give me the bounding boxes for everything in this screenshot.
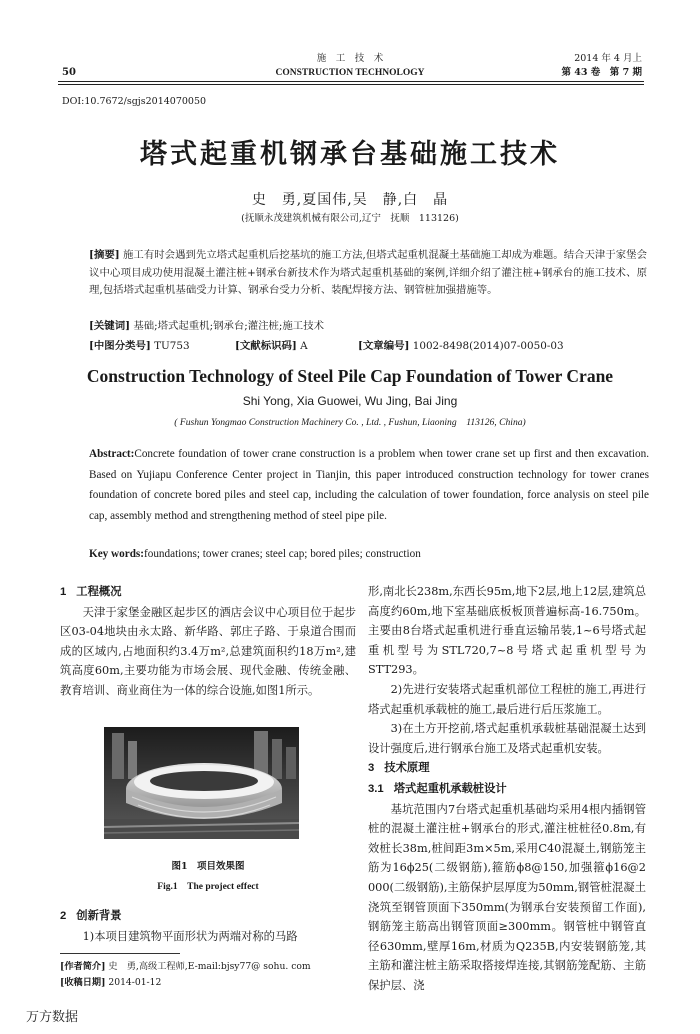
section-2-paragraph: 1)本项目建筑物平面形状为两端对称的马路 — [82, 929, 298, 943]
section-1-number: 1 — [60, 586, 67, 598]
title-en: Construction Technology of Steel Pile Cap Foundation of Tower Crane — [86, 366, 614, 386]
author-note — [60, 958, 311, 972]
doc-code-value: A — [300, 340, 308, 352]
watermark: 万方数据 — [26, 1010, 79, 1025]
received-label: [收稿日期] — [60, 977, 106, 988]
section-3-1-title: 塔式起重机承载桩设计 — [393, 780, 507, 795]
author-note-label: [作者简介] — [60, 961, 106, 972]
footnote-rule — [60, 953, 180, 954]
received-date — [60, 974, 161, 988]
authors-cn: 史 勇,夏国伟,吴 静,白 晶 — [251, 192, 449, 208]
keywords-cn-label: [关键词] — [89, 320, 131, 332]
section-2-number: 2 — [60, 910, 67, 922]
doc-code-label: [文献标识码] — [235, 340, 297, 352]
abstract-en — [89, 444, 649, 526]
keywords-en — [89, 548, 421, 560]
clc-code — [89, 337, 190, 352]
clc-label: [中图分类号] — [89, 340, 151, 352]
section-3-number: 3 — [368, 762, 375, 775]
issue-date: 2014 年 4 月上 — [574, 53, 642, 64]
article-no — [358, 337, 564, 352]
section-1-heading — [60, 582, 356, 603]
figure-1-caption-en: Fig.1 The project effect — [157, 882, 259, 892]
section-2 — [60, 906, 356, 946]
abstract-en-label: Abstract: — [89, 448, 135, 460]
page-number: 50 — [62, 67, 76, 78]
figure-1-caption-cn: 图1 项目效果图 — [171, 861, 245, 872]
section-3-1-number: 3.1 — [368, 782, 384, 795]
section-3-heading — [368, 758, 646, 779]
article-no-value: 1002-8498(2014)07-0050-03 — [412, 340, 564, 352]
keywords-en-label: Key words: — [89, 548, 144, 560]
authors-en: Shi Yong, Xia Guowei, Wu Jing, Bai Jing — [242, 394, 458, 408]
right-column — [368, 582, 646, 995]
affiliation-cn: (抚顺永茂建筑机械有限公司,辽宁 抚顺 113126) — [241, 213, 459, 224]
keywords-en-text: foundations; tower cranes; steel cap; bored piles; construction — [144, 548, 421, 560]
section-3-1-heading — [368, 779, 646, 800]
doi[interactable]: DOI:10.7672/sgjs2014070050 — [62, 96, 207, 107]
right-paragraph-2: 2)先进行安装塔式起重机部位工程桩的施工,再进行塔式起重机承载桩的施工,最后进行后压浆施工。 — [368, 682, 646, 716]
section-3-title: 技术原理 — [384, 760, 430, 775]
right-paragraph-1: 形,南北长238m,东西长95m,地下2层,地上12层,建筑总高度约60m,地下室基础底板板顶普遍标高-16.750m。主要由8台塔式起重机进行垂直运输吊装,1~6号塔式起重机型号为STL720,7~8号塔式起重机型号为STT293。 — [368, 585, 646, 677]
project-rendering-image — [104, 727, 299, 839]
author-note-text: 史 勇,高级工程师,E-mail:bjsy77@ sohu. com — [108, 961, 311, 972]
right-paragraph-4: 基坑范围内7台塔式起重机基础均采用4根内插钢管桩的混凝土灌注桩+钢承台的形式,灌注桩桩径0.8m,有效桩长38m,桩间距3m×5m,采用C40混凝土,钢筋笼主筋为16ϕ25(二级钢筋),箍筋ϕ8@150,加强箍ϕ16@2 000(二级钢筋),主筋保护层厚度为50mm,钢管桩混凝土浇筑至钢管顶面下350mm(为钢承台安装预留工作面),钢筋笼主筋高出钢管顶面≥300mm。钢管桩中钢管直径630mm,壁厚16m,材质为Q235B,内安装钢筋笼,其主筋和灌注桩主筋采取搭接焊连接,其钢筋笼配筋、主筋保护层、浇 — [368, 802, 646, 992]
section-2-heading — [60, 906, 356, 927]
section-1-paragraph: 天津于家堡金融区起步区的酒店会议中心项目位于起步区03-04地块由永太路、新华路、郭庄子路、于泉道合围而成的区域内,占地面积约3.4万m²,总建筑面积约18万m²,建筑高度60m,主要功能为市场会展、现代金融、传统金融、教育培训、商业商住为一体的综合设施,如图1所示。 — [60, 605, 356, 697]
article-no-label: [文章编号] — [358, 340, 410, 352]
clc-value: TU753 — [154, 340, 190, 352]
section-1-title: 工程概况 — [76, 584, 122, 598]
right-paragraph-3: 3)在土方开挖前,塔式起重机承载桩基础混凝土达到设计强度后,进行钢承台施工及塔式起重机安装。 — [368, 722, 646, 755]
keywords-cn-text: 基础;塔式起重机;钢承台;灌注桩;施工技术 — [133, 320, 324, 332]
left-column — [60, 582, 356, 701]
abstract-en-text: Concrete foundation of tower crane construction is a problem when tower crane set up first and then excavation. Based on Yujiapu Conference Center project in Tianjin, this paper introduced construction technology for tower cranes foundation of concrete bored piles and steel cap, including the calculation of tower foundation, force analysis on steel pile cap, assembly method and strengthening method of steel pipe pile. — [89, 448, 649, 522]
keywords-cn — [89, 318, 647, 336]
header-rule — [58, 81, 644, 82]
header-rule-thin — [58, 84, 644, 85]
abstract-cn — [89, 247, 647, 300]
title-cn: 塔式起重机钢承台基础施工技术 — [140, 139, 560, 170]
section-2-title: 创新背景 — [76, 908, 122, 922]
abstract-cn-label: [摘要] — [89, 249, 120, 261]
affiliation-en: ( Fushun Yongmao Construction Machinery Co. , Ltd. , Fushun, Liaoning 113126, China) — [174, 417, 526, 428]
journal-name-en: CONSTRUCTION TECHNOLOGY — [275, 68, 425, 78]
abstract-cn-text: 施工有时会遇到先立塔式起重机后挖基坑的施工方法,但塔式起重机混凝土基础施工却成为难题。结合天津于家堡会议中心项目成功使用混凝土灌注桩+钢承台新技术作为塔式起重机基础的案例,详细介绍了灌注桩+钢承台的施工技术、原理,包括塔式起重机基础受力计算、钢承台受力分析、装配焊接方法、钢管桩加强措施等。 — [89, 249, 647, 296]
doc-code — [235, 337, 308, 352]
journal-name-cn: 施 工 技 术 — [316, 53, 384, 64]
volume-issue: 第 43 卷 第 7 期 — [561, 67, 642, 78]
received-value: 2014-01-12 — [108, 977, 162, 988]
